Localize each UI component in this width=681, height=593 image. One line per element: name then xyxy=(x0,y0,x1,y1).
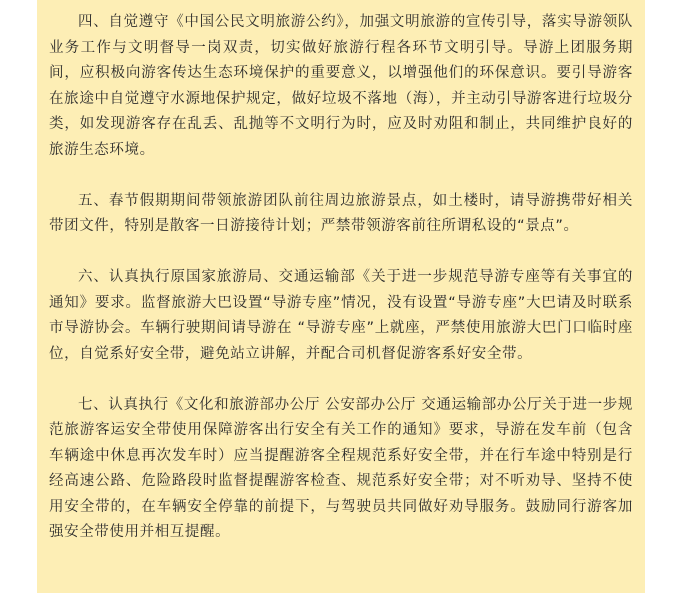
paragraph-spacer xyxy=(49,163,633,189)
paragraph-6: 六、认真执行原国家旅游局、交通运输部《关于进一步规范导游专座等有关事宜的通知》要求。监督旅游大巴设置“导游专座”情况，没有设置“导游专座”大巴请及时联系市导游协会。车辆行驶期间请导游在 “导游专座”上就座，严禁使用旅游大巴门口临时座位，自觉系好安全带，避免站立讲解，并配合司机督促游客系好安全带。 xyxy=(49,269,633,362)
paragraph-spacer xyxy=(49,367,633,393)
article-body xyxy=(37,0,645,593)
paragraph-7: 七、认真执行《文化和旅游部办公厅 公安部办公厅 交通运输部办公厅关于进一步规范旅游客运安全带使用保障游客出行安全有关工作的通知》要求，导游在发车前（包含车辆途中休息再次发车时）应当提醒游客全程规范系好安全带，并在行车途中特别是行经高速公路、危险路段时监督提醒游客检查、规范系好安全带；对不听劝导、坚持不使用安全带的，在车辆安全停靠的前提下，与驾驶员共同做好劝导服务。鼓励同行游客加强安全带使用并相互提醒。 xyxy=(49,396,633,540)
paragraph-5: 五、春节假期期间带领旅游团队前往周边旅游景点，如土楼时，请导游携带好相关带团文件，特别是散客一日游接待计划；严禁带领游客前往所谓私设的“景点”。 xyxy=(49,192,633,234)
paragraph-spacer xyxy=(49,240,633,266)
paragraph-4: 四、自觉遵守《中国公民文明旅游公约》，加强文明旅游的宣传引导，落实导游领队业务工作与文明督导一岗双责，切实做好旅游行程各环节文明引导。导游上团服务期间，应积极向游客传达生态环境保护的重要意义，以增强他们的环保意识。要引导游客在旅途中自觉遵守水源地保护规定，做好垃圾不落地（海），并主动引导游客进行垃圾分类，如发现游客存在乱丢、乱抛等不文明行为时，应及时劝阻和制止，共同维护良好的旅游生态环境。 xyxy=(49,14,633,158)
